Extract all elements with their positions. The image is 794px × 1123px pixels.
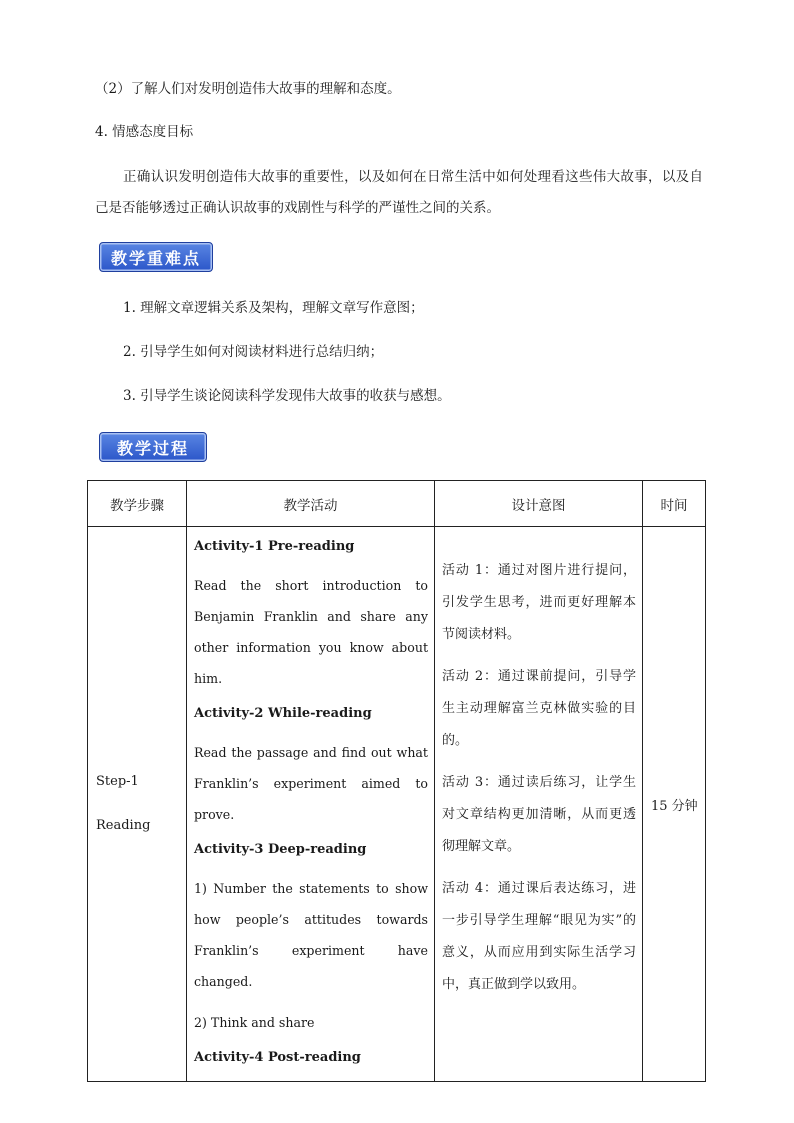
activity-text: 2) Think and share	[194, 1015, 315, 1030]
header-intent: 设计意图	[435, 481, 643, 527]
key-point-item: 1. 理解文章逻辑关系及架构，理解文章写作意图；	[123, 300, 424, 316]
intent-text: 活动 3：通过读后练习，让学生对文章结构更加清晰，从而更透彻理解文章。	[442, 775, 636, 854]
activity-cell	[187, 527, 435, 1082]
activity-title: Activity-3 Deep-reading	[194, 842, 367, 857]
activity-title: Activity-4 Post-reading	[194, 1050, 361, 1065]
activity-title: Activity-1 Pre-reading	[194, 539, 355, 554]
section-badge-key-points: 教学重难点	[99, 242, 213, 272]
intent-text: 活动 2：通过课前提问，引导学生主动理解富兰克林做实验的目的。	[442, 669, 636, 748]
step-name: Reading	[96, 818, 151, 833]
section-badge-process: 教学过程	[99, 432, 207, 462]
table-header-row	[88, 481, 706, 527]
activity-text: Read the short introduction to Benjamin Franklin and share any other information you know about him.	[194, 578, 428, 686]
step-cell	[88, 527, 187, 1082]
header-step: 教学步骤	[88, 481, 187, 527]
emotional-goal-paragraph: 正确认识发明创造伟大故事的重要性，以及如何在日常生活中如何处理看这些伟大故事，以及自己是否能够透过正确认识故事的戏剧性与科学的严谨性之间的关系。	[95, 169, 703, 216]
time-cell: 15 分钟	[643, 527, 706, 1082]
activity-text: Read the passage and find out what Franklin’s experiment aimed to prove.	[194, 745, 428, 822]
header-activity: 教学活动	[187, 481, 435, 527]
intent-text: 活动 1：通过对图片进行提问，引发学生思考，进而更好理解本节阅读材料。	[442, 563, 636, 642]
intent-cell	[435, 527, 643, 1082]
activity-title: Activity-2 While-reading	[194, 706, 372, 721]
activity-text: 1) Number the statements to show how people’s attitudes towards Franklin’s experiment have changed.	[194, 881, 428, 989]
intent-text: 活动 4：通过课后表达练习，进一步引导学生理解“眼见为实”的意义，从而应用到实际生活学习中，真正做到学以致用。	[442, 881, 636, 992]
key-point-item: 2. 引导学生如何对阅读材料进行总结归纳；	[123, 344, 384, 360]
lesson-plan-table	[87, 480, 706, 1082]
header-time: 时间	[643, 481, 706, 527]
objective-line-2: （2）了解人们对发明创造伟大故事的理解和态度。	[95, 81, 401, 97]
emotional-goal-heading: 4. 情感态度目标	[95, 124, 194, 140]
key-point-item: 3. 引导学生谈论阅读科学发现伟大故事的收获与感想。	[123, 388, 451, 404]
step-number: Step-1	[96, 774, 139, 789]
table-row	[88, 527, 706, 1082]
